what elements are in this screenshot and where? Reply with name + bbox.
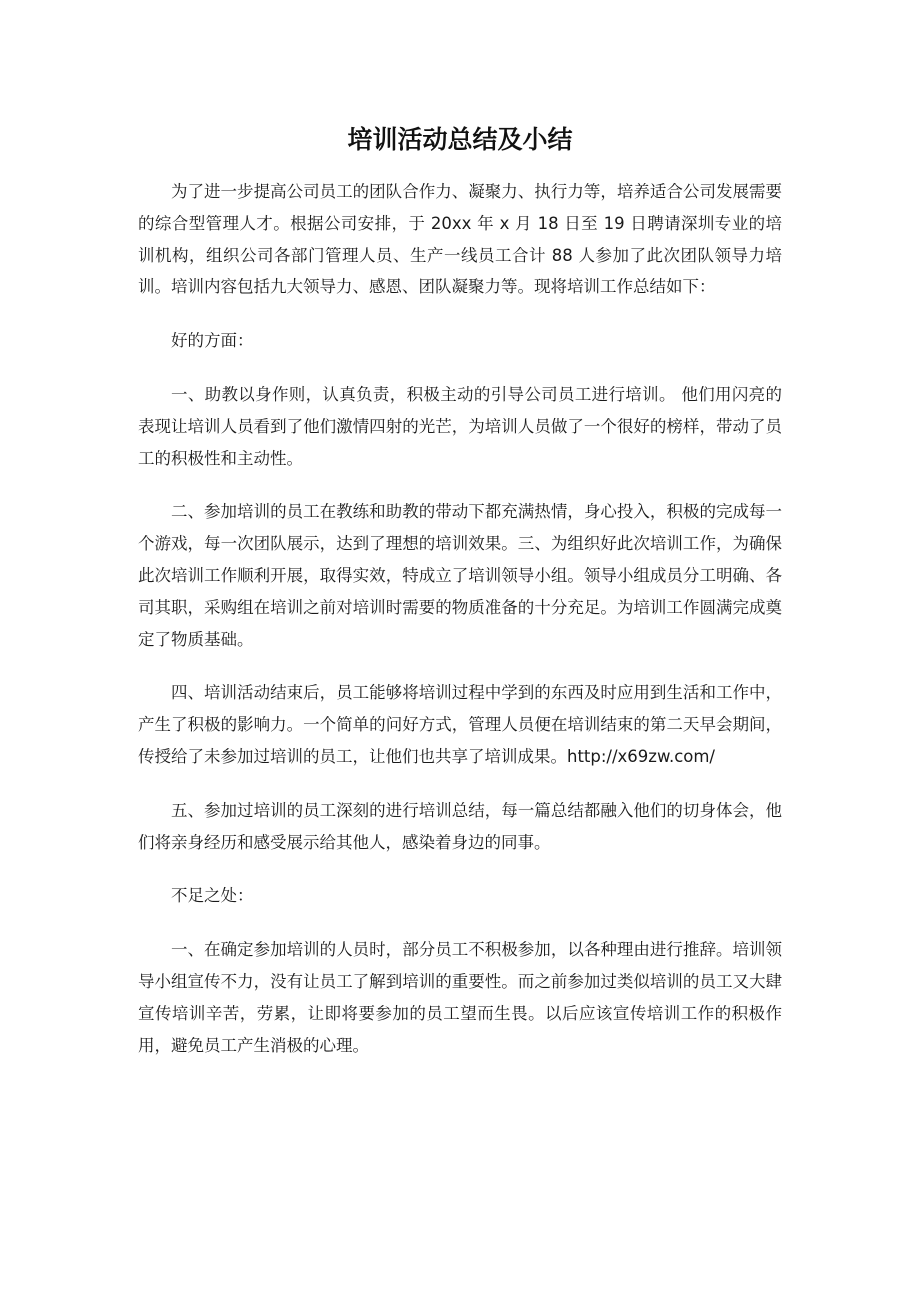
- paragraph-strength-2-3: 二、参加培训的员工在教练和助教的带动下都充满热情，身心投入，积极的完成每一个游戏，每一次团队展示，达到了理想的培训效果。三、为组织好此次培训工作，为确保此次培训工作顺利开展，取得实效，特成立了培训领导小组。领导小组成员分工明确、各司其职，采购组在培训之前对培训时需要的物质准备的十分充足。为培训工作圆满完成奠定了物质基础。: [138, 502, 782, 649]
- paragraph-strength-4: 四、培训活动结束后，员工能够将培训过程中学到的东西及时应用到生活和工作中，产生了积极的影响力。一个简单的问好方式，管理人员便在培训结束的第二天早会期间，传授给了未参加过培训的员工，让他们也共享了培训成果。http://x69zw.com/: [138, 683, 782, 766]
- paragraph-strength-5: 五、参加过培训的员工深刻的进行培训总结，每一篇总结都融入他们的切身体会，他们将亲身经历和感受展示给其他人，感染着身边的同事。: [138, 800, 782, 852]
- document-body: [138, 176, 782, 1083]
- section-heading-strengths: 好的方面：: [171, 331, 254, 351]
- paragraph-intro: 为了进一步提高公司员工的团队合作力、凝聚力、执行力等，培养适合公司发展需要的综合型管理人才。根据公司安排，于 20xx 年 x 月 18 日至 19 日聘请深圳专业的培训机构，组织公司各部门管理人员、生产一线员工合计 88 人参加了此次团队领导力培训。培训内容包括九大领导力、感恩、团队凝聚力等。现将培训工作总结如下：: [138, 182, 782, 297]
- paragraph-strength-1: 一、助教以身作则，认真负责，积极主动的引导公司员工进行培训。 他们用闪亮的表现让培训人员看到了他们激情四射的光芒，为培训人员做了一个很好的榜样，带动了员工的积极性和主动性。: [138, 384, 782, 468]
- document-title: 培训活动总结及小结: [347, 125, 573, 154]
- paragraph-shortcoming-1: 一、在确定参加培训的人员时，部分员工不积极参加，以各种理由进行推辞。培训领导小组宣传不力，没有让员工了解到培训的重要性。而之前参加过类似培训的员工又大肆宣传培训辛苦，劳累，让即将要参加的员工望而生畏。以后应该宣传培训工作的积极作用，避免员工产生消极的心理。: [138, 940, 782, 1055]
- section-heading-shortcomings: 不足之处：: [171, 886, 254, 906]
